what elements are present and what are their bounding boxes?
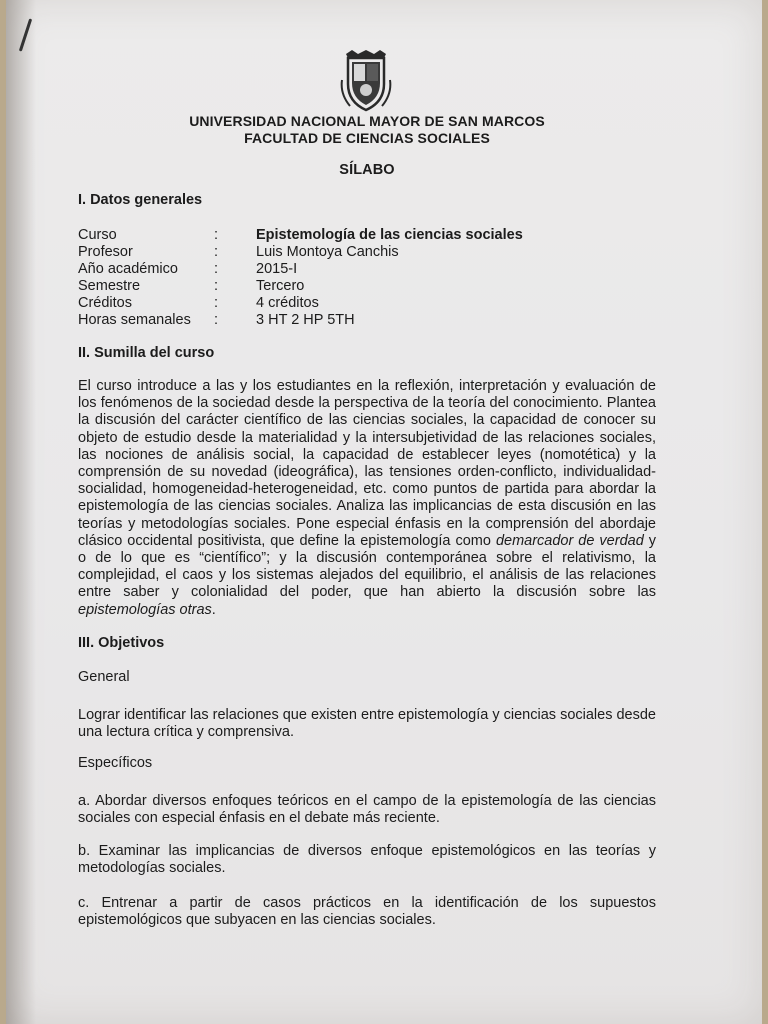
row-label: Créditos bbox=[78, 295, 132, 311]
row-value: Tercero bbox=[256, 278, 305, 294]
page-shadow bbox=[6, 0, 36, 1024]
section-heading-datos: I. Datos generales bbox=[78, 192, 203, 208]
university-name: UNIVERSIDAD NACIONAL MAYOR DE SAN MARCOS bbox=[189, 113, 545, 129]
document-page bbox=[6, 0, 762, 1024]
row-label: Horas semanales bbox=[78, 312, 191, 328]
faculty-name: FACULTAD DE CIENCIAS SOCIALES bbox=[244, 130, 490, 146]
row-label: Semestre bbox=[78, 278, 141, 294]
row-separator: : bbox=[214, 261, 219, 277]
specific-objective-b: b. Examinar las implicancias de diversos enfoque epistemológicos en las teorías y metodologías sociales. bbox=[78, 843, 656, 877]
sumilla-text-a: El curso introduce a las y los estudiantes en la reflexión, interpretación y evaluación de los fenómenos de la sociedad desde la perspectiva de la teoría del conocimiento. Plantea la discusión del carácter científico de las ciencias sociales, la capacidad de conocer su objeto de estudio desde la materialidad y la intersubjetividad de las relaciones sociales, las nociones de análisis social, la capacidad de establecer leyes (nomotética) y la comprensión de su novedad (ideográfica), las tensiones orden-conflicto, individualidad-socialidad, homogeneidad-heterogeneidad, etc. como puntos de partida para abordar la epistemología de las ciencias sociales. Analiza las implicancias de esta discusión en las teorías y metodologías sociales. Pone especial énfasis en la comprensión del abordaje clásico occidental positivista, que define la epistemología como bbox=[78, 378, 656, 549]
specific-label: Específicos bbox=[78, 755, 153, 771]
sumilla-paragraph bbox=[78, 378, 656, 619]
row-separator: : bbox=[214, 244, 219, 260]
document-title: SÍLABO bbox=[339, 162, 395, 178]
specific-objective-a: a. Abordar diversos enfoques teóricos en el campo de la epistemología de las ciencias sociales con especial énfasis en el debate más reciente. bbox=[78, 793, 656, 827]
row-label: Curso bbox=[78, 227, 117, 243]
row-value: Luis Montoya Canchis bbox=[256, 244, 399, 260]
sumilla-text-b: y o de lo que es “científico”; y la discusión contemporánea sobre el relativismo, la complejidad, el caos y los sistemas alejados del equilibrio, el análisis de las relaciones entre saber y colonialidad del poder, que han abierto la discusión sobre las bbox=[78, 532, 657, 601]
section-heading-objetivos: III. Objetivos bbox=[78, 635, 165, 651]
section-heading-sumilla: II. Sumilla del curso bbox=[78, 345, 215, 361]
row-separator: : bbox=[214, 295, 219, 311]
sumilla-emphasis-b: epistemologías otras bbox=[78, 601, 212, 618]
sumilla-emphasis-a: demarcador de verdad bbox=[495, 532, 644, 549]
row-label: Año académico bbox=[78, 261, 178, 277]
general-objective: Lograr identificar las relaciones que existen entre epistemología y ciencias sociales desde una lectura crítica y comprensiva. bbox=[78, 707, 656, 741]
general-label: General bbox=[78, 669, 130, 685]
row-value: 3 HT 2 HP 5TH bbox=[256, 312, 355, 328]
row-value: 2015-I bbox=[256, 261, 298, 277]
row-value: 4 créditos bbox=[256, 295, 319, 311]
row-value: Epistemología de las ciencias sociales bbox=[256, 227, 523, 243]
row-separator: : bbox=[214, 312, 219, 328]
row-label: Profesor bbox=[78, 244, 133, 260]
university-crest-icon bbox=[340, 50, 392, 112]
row-separator: : bbox=[214, 278, 219, 294]
row-separator: : bbox=[214, 227, 219, 243]
specific-objective-c: c. Entrenar a partir de casos prácticos en la identificación de los supuestos epistemológicos que subyacen en las ciencias sociales. bbox=[78, 895, 656, 929]
sumilla-text-end: . bbox=[211, 601, 216, 618]
